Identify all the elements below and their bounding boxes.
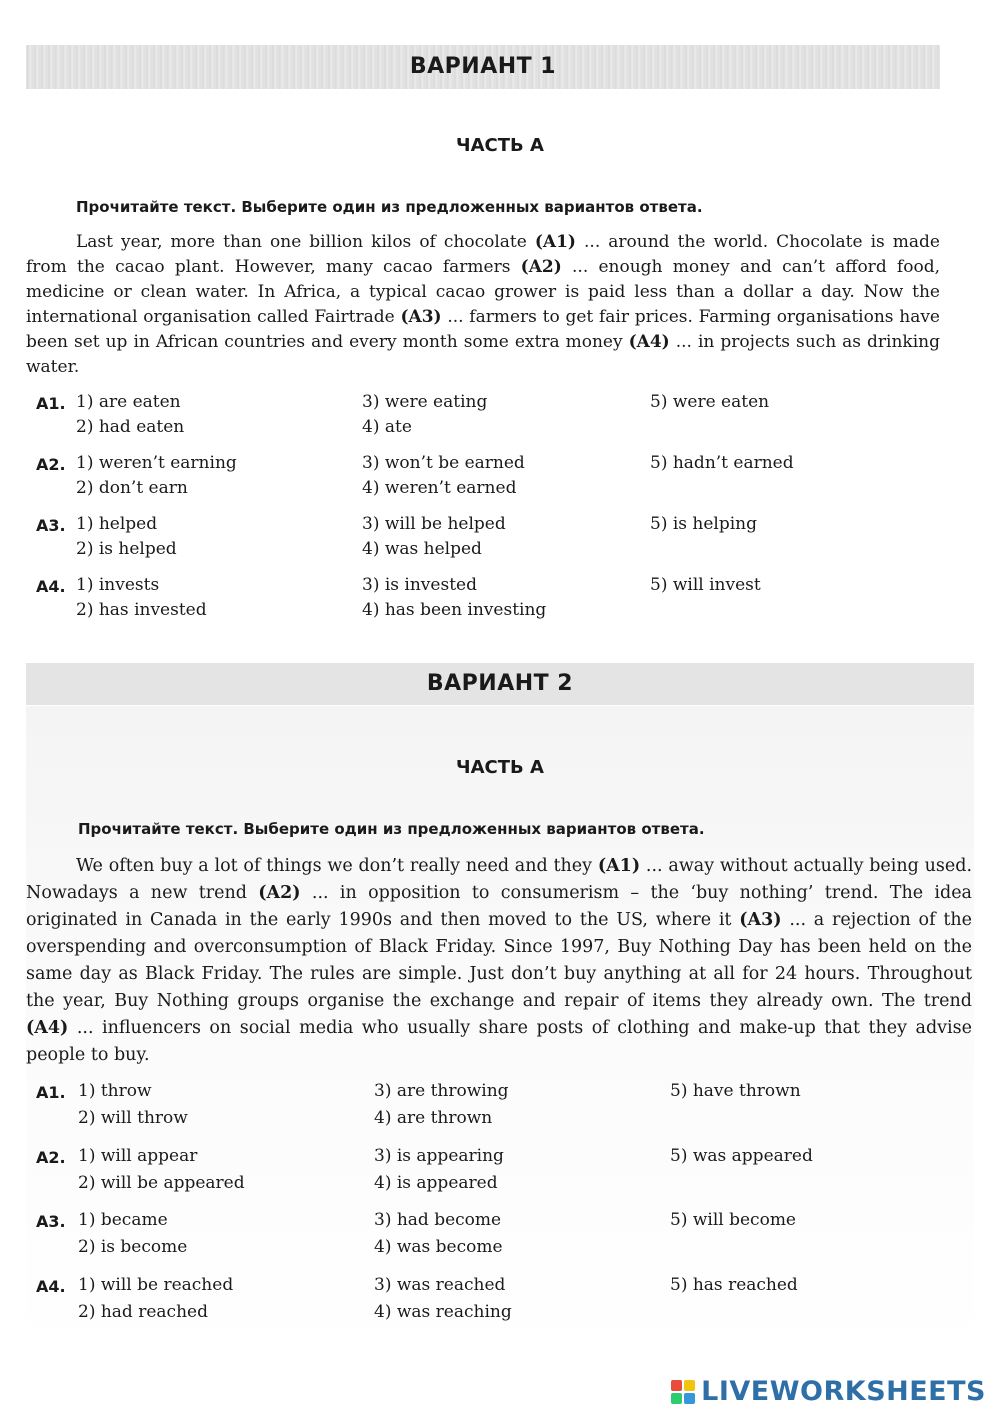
answer-option[interactable]: 5) is helping [650,514,758,534]
answer-option[interactable]: 1) helped [76,514,158,534]
passage-text: ... enough money and can’t afford food, medicine or clean water. In Africa, a typical cacao grower is paid less than a dollar a day. Now the international organisation called Fairtrade [26,257,940,327]
answer-option[interactable]: 3) was reached [374,1275,506,1295]
answer-option[interactable]: 5) have thrown [670,1081,801,1101]
variant2-instruction: Прочитайте текст. Выберите один из предложенных вариантов ответа. [78,820,705,838]
answer-option[interactable]: 4) was reaching [374,1302,512,1322]
answer-option[interactable]: 1) throw [78,1081,152,1101]
answer-option[interactable]: 3) will be helped [362,514,506,534]
gap-marker: (A3) [400,307,442,327]
answer-option[interactable]: 2) don’t earn [76,478,188,498]
answer-option[interactable]: 2) is become [78,1237,188,1257]
passage-text: ... around the world. Chocolate is made from the cacao plant. However, many cacao farmers [26,232,940,277]
answer-option[interactable]: 1) will appear [78,1146,198,1166]
passage-text: ... influencers on social media who usually share posts of clothing and make-up that they advise people to buy. [26,1018,972,1065]
answer-option[interactable]: 5) will invest [650,575,761,595]
answer-option[interactable]: 3) are throwing [374,1081,509,1101]
variant1-header-band [26,45,940,89]
variant2-header-band [26,663,974,705]
logo-square [684,1393,695,1404]
answer-option[interactable]: 5) was appeared [670,1146,813,1166]
question-a3 [36,516,936,568]
gap-marker: (A4) [26,1018,69,1038]
answer-option[interactable]: 1) invests [76,575,160,595]
question-number: A4. [36,577,66,596]
question-a1 [36,1083,936,1135]
logo-square [684,1380,695,1391]
question-a3 [36,1212,936,1264]
answer-option[interactable]: 5) will become [670,1210,796,1230]
answer-option[interactable]: 3) is invested [362,575,477,595]
variant1-part-title: ЧАСТЬ А [456,135,544,156]
gap-marker: (A4) [628,332,670,352]
passage-text: Last year, more than one billion kilos of chocolate [76,232,535,252]
answer-option[interactable]: 2) will throw [78,1108,188,1128]
question-a4 [36,1277,936,1329]
gap-marker: (A2) [258,883,301,903]
answer-option[interactable]: 3) won’t be earned [362,453,525,473]
logo-square [671,1380,682,1391]
gap-marker: (A1) [597,856,641,876]
answer-option[interactable]: 3) is appearing [374,1146,504,1166]
answer-option[interactable]: 1) became [78,1210,168,1230]
liveworksheets-logo-text: LIVEWORKSHEETS [701,1376,986,1407]
gap-marker: (A2) [520,257,562,277]
variant2-part-title: ЧАСТЬ А [456,757,544,778]
liveworksheets-logo-icon [671,1380,695,1404]
answer-option[interactable]: 5) hadn’t earned [650,453,794,473]
variant1-title: ВАРИАНТ 1 [409,54,557,79]
passage-text: We often buy a lot of things we don’t really need and they [76,856,598,876]
answer-option[interactable]: 2) is helped [76,539,177,559]
answer-option[interactable]: 2) had reached [78,1302,208,1322]
variant2-title: ВАРИАНТ 2 [426,671,574,696]
answer-option[interactable]: 4) weren’t earned [362,478,517,498]
answer-option[interactable]: 1) will be reached [78,1275,234,1295]
answer-option[interactable]: 4) are thrown [374,1108,493,1128]
passage-text: ... in projects such as drinking water. [26,332,941,377]
question-number: A4. [36,1277,66,1296]
answer-option[interactable]: 3) were eating [362,392,488,412]
variant1-instruction: Прочитайте текст. Выберите один из предложенных вариантов ответа. [76,198,703,216]
question-a4 [36,577,936,629]
answer-option[interactable]: 1) are eaten [76,392,181,412]
answer-option[interactable]: 4) was helped [362,539,482,559]
question-number: A3. [36,1212,66,1231]
answer-option[interactable]: 4) ate [362,417,412,437]
answer-option[interactable]: 1) weren’t earning [76,453,237,473]
variant2-passage [26,853,972,1069]
answer-option[interactable]: 5) were eaten [650,392,770,412]
answer-option[interactable]: 3) had become [374,1210,502,1230]
question-number: A2. [36,1148,66,1167]
answer-option[interactable]: 4) is appeared [374,1173,498,1193]
question-a2 [36,1148,936,1200]
answer-option[interactable]: 4) was become [374,1237,503,1257]
gap-marker: (A3) [739,910,782,930]
passage-text: ... a rejection of the overspending and overconsumption of Black Friday. Since 1997, Buy Nothing Day has been held on the same day as Black Friday. The rules are simple. Just don’t buy anything at all for 24 hours. Throughout the year, Buy Nothing groups organise the exchange and repair of items they already own. The trend [26,910,972,1011]
question-number: A3. [36,516,66,535]
answer-option[interactable]: 2) will be appeared [78,1173,245,1193]
question-a2 [36,455,936,507]
question-number: A1. [36,394,66,413]
answer-option[interactable]: 4) has been investing [362,600,547,620]
passage-text: ... farmers to get fair prices. Farming organisations have been set up in African countries and every month some extra money [26,307,940,352]
question-number: A2. [36,455,66,474]
variant1-passage [26,230,940,380]
answer-option[interactable]: 2) had eaten [76,417,185,437]
passage-text: ... in opposition to consumerism – the ‘buy nothing’ trend. The idea originated in Canada in the early 1990s and then moved to the US, where it [26,883,972,930]
passage-text: ... away without actually being used. Nowadays a new trend [26,856,973,903]
liveworksheets-logo[interactable] [671,1376,986,1407]
question-a1 [36,394,936,446]
answer-option[interactable]: 2) has invested [76,600,207,620]
question-number: A1. [36,1083,66,1102]
answer-option[interactable]: 5) has reached [670,1275,798,1295]
logo-square [671,1393,682,1404]
gap-marker: (A1) [534,232,576,252]
